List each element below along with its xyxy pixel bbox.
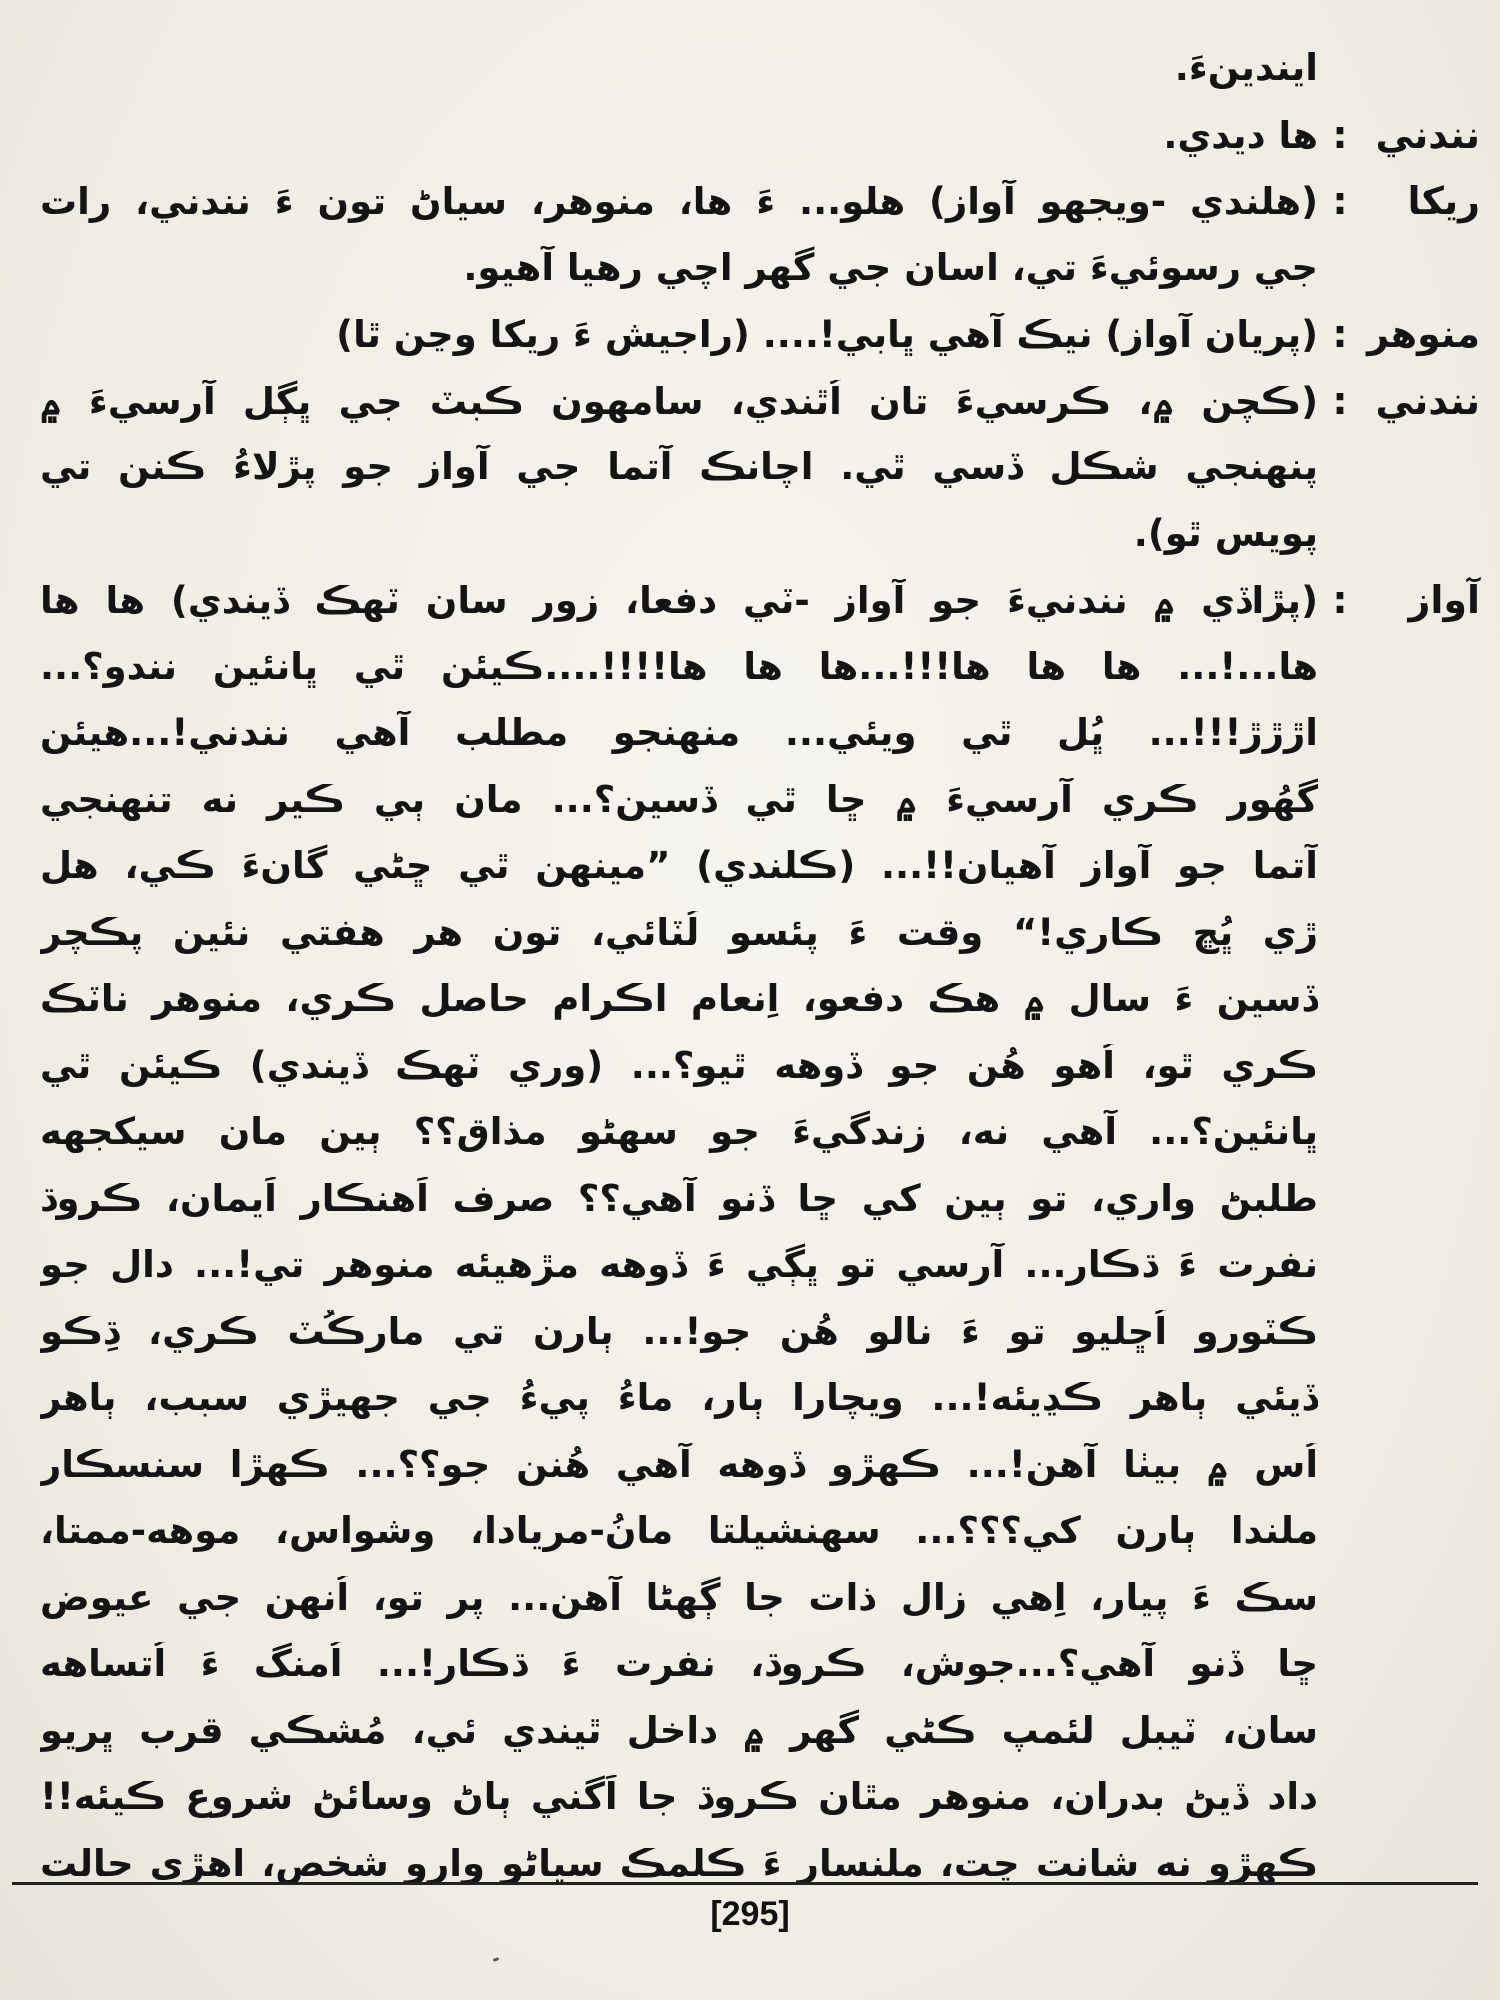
page-number: [295] [710,1895,790,1933]
dialogue-line [40,1709,1480,1776]
dialogue-line [40,512,1480,579]
line-text: جي رسوئيءَ تي، اسان جي گهر اچي رهيا آهيو. [463,245,1318,289]
dialogue-line [40,578,1480,645]
speaker-colon: : [1332,179,1348,223]
page-body [40,46,1480,1908]
dialogue-line [40,1376,1480,1443]
dialogue-line [40,379,1480,446]
speaker-colon: : [1332,578,1348,622]
line-text: ڏسين ءَ سال ۾ هڪ دفعو، اِنعام اڪرام حاصل ڪري، منوهر ناٽڪ [40,977,1318,1020]
dialogue-line [40,911,1480,978]
speaker-name: آواز [1408,578,1480,622]
line-text: ڇا ڏنو آهي؟...جوش، ڪروڌ، نفرت ءَ ڌڪار!... اُمنگ ءَ اُتساهه [40,1642,1318,1685]
dialogue-line [40,778,1480,845]
dialogue-line [40,1576,1480,1643]
line-text: نفرت ءَ ڌڪار... آرسي تو ڀڳي ءَ ڏوهه مڙهيئه منوهر تي!... دال جو [40,1243,1318,1286]
line-text: داد ڏيڻ بدران، منوهر مٿان ڪروڌ جا اَگني ٻاڻ وسائڻ شروع ڪيئه!! [40,1775,1318,1818]
dialogue-line [40,1110,1480,1177]
line-text: ڪري ٿو، اُهو هُن جو ڏوهه ٿيو؟... (وري ٽهڪ ڏيندي) ڪيئن ٿي [40,1043,1318,1087]
line-text: پنهنجي شڪل ڏسي ٿي. اچانڪ آتما جي آواز جو پڙلاءُ ڪنن تي [40,445,1318,488]
line-text: ڪٽورو اُڇليو تو ءَ نالو هُن جو!... ٻارن تي مارڪُٽ ڪري، ڌِڪو [40,1309,1318,1353]
dialogue-line [40,113,1480,180]
line-text: (هلندي -ويجهو آواز) هلو... ءَ ها، منوهر، سياڻ تون ءَ نندني، رات [40,180,1318,223]
line-text: ها...!... ها ها ها!!!...ها ها ها!!!!....ڪيئن ٿي ڀانئين نندو؟... [40,644,1318,688]
line-text: (ڪچن ۾، ڪرسيءَ تان اُٿندي، سامهون ڪبٽ جي ڀڳل آرسيءَ ۾ [40,379,1318,423]
dialogue-line [40,1044,1480,1111]
dialogue-line [40,312,1480,379]
line-text: پويس ٿو). [1133,511,1318,555]
line-text: سان، ٽيبل لئمپ ڪڻي گهر ۾ داخل ٿيندي ئي، مُشڪي قرب ڀريو [40,1708,1318,1752]
ink-speck [493,1957,500,1962]
line-text: ڙي ڀُڇ ڪاري!“ وقت ءَ پئسو لُٽائي، تون هر هفتي نئين پڪچر [40,910,1318,954]
line-text: (پريان آواز) نيڪ آهي ڀابي!.... (راجيش ءَ ريکا وڃن ٿا) [336,313,1318,356]
line-text: اڙڙڙ!!!... ڀُل ٿي ويئي... منهنجو مطلب آهي نندني!...هيئن [40,711,1318,754]
speaker-name: ريکا [1407,179,1480,223]
dialogue-line [40,844,1480,911]
dialogue-line [40,1443,1480,1510]
dialogue-line [40,1243,1480,1310]
dialogue-line [40,1310,1480,1377]
line-text: سڪ ءَ پيار، اِهي زال ذات جا ڳهڻا آهن... پر تو، اُنهن جي عيوض [40,1575,1318,1619]
dialogue-line [40,1509,1480,1576]
line-text: ڏيئي ٻاهر ڪڍيئه!... ويچارا ٻار، ماءُ پيءُ جي جهيڙي سبب، ٻاهر [40,1376,1318,1419]
dialogue-line [40,711,1480,778]
line-text: ايندينءَ. [1174,46,1318,89]
line-text: طلبڻ واري، تو ٻين کي ڇا ڏنو آهي؟؟ صرف اَهنڪار اَيمان، ڪروڌ [40,1176,1318,1220]
line-text: اُس ۾ بيٺا آهن!... ڪهڙو ڏوهه آهي هُنن جو؟؟... ڪهڙا سنسڪار [40,1442,1318,1486]
dialogue-line [40,977,1480,1044]
dialogue-line [40,246,1480,313]
dialogue-line [40,179,1480,246]
line-text: (پڙاڏي ۾ نندنيءَ جو آواز -ٽي دفعا، زور سان ٽهڪ ڏيندي) ها ها [40,579,1318,622]
footer-rule [12,1882,1478,1885]
speaker-name: منوهر [1367,312,1480,356]
line-text: گهُور ڪري آرسيءَ ۾ ڇا ٿي ڏسين؟... مان ٻي ڪير نه تنهنجي [40,777,1318,821]
dialogue-line [40,645,1480,712]
line-text: ها ديدي. [1163,113,1318,157]
speaker-name: نندني [1375,378,1480,423]
speaker-colon: : [1332,312,1348,356]
dialogue-line [40,46,1480,113]
dialogue-line [40,1177,1480,1244]
dialogue-line [40,445,1480,512]
speaker-colon: : [1332,112,1348,157]
speaker-name: نندني [1375,112,1480,157]
dialogue-line [40,1642,1480,1709]
line-text: ڪهڙو نه شانت چت، ملنسار ءَ ڪلمڪ سياڻو وارو شخص، اهڙي حالت [40,1841,1318,1885]
line-text: آتما جو آواز آهيان!!... (ڪلندي) ”مينهن ٿي ڇڻي گانءَ ڪي، هل [40,844,1318,887]
line-text: ملندا ٻارن کي؟؟؟... سهنشيلتا مانُ-مريادا، وشواس، موهه-ممتا، [40,1509,1318,1552]
speaker-colon: : [1332,378,1348,423]
dialogue-line [40,1775,1480,1842]
line-text: ڀانئين؟... آهي نه، زندگيءَ جو سهڻو مذاق؟؟ ٻين مان سيکجهه [40,1110,1318,1153]
